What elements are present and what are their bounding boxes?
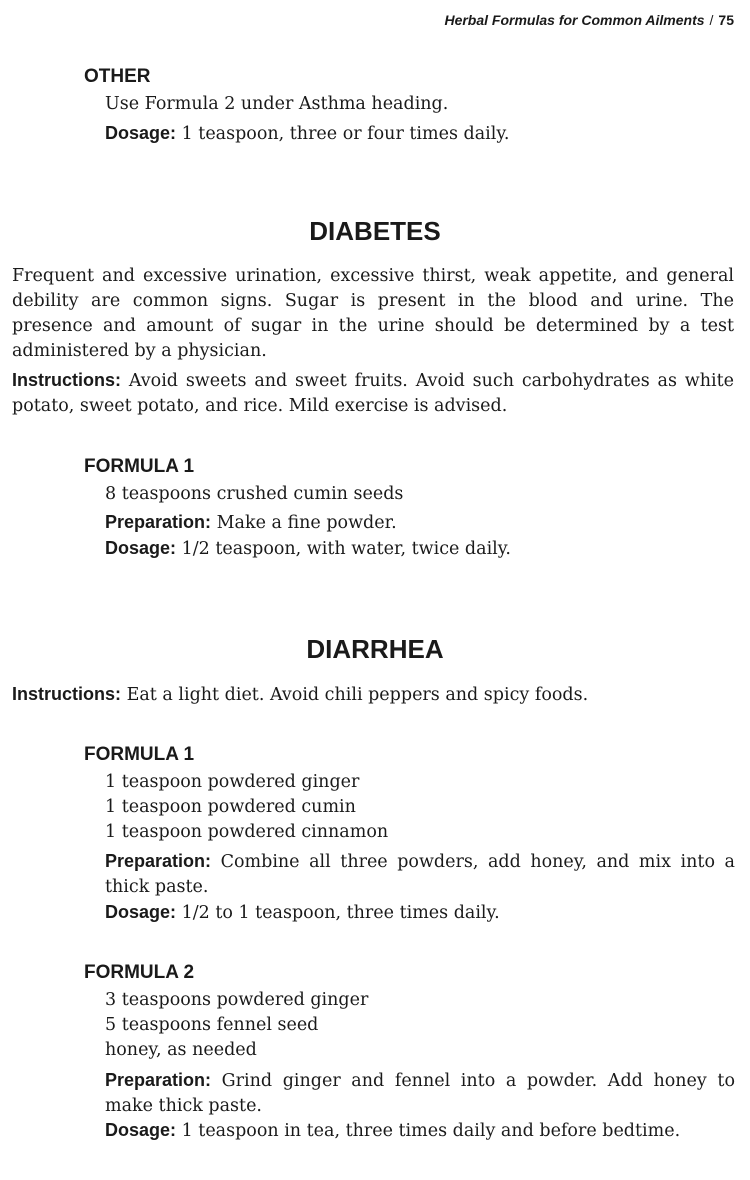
preparation-label: Preparation:: [105, 1070, 212, 1090]
running-head-title: Herbal Formulas for Common Ailments: [444, 12, 705, 28]
diabetes-title: DIABETES: [309, 216, 441, 246]
diarrhea-formula2-dosage: [105, 1120, 680, 1141]
instructions-text: Avoid sweets and sweet fruits. Avoid such carbohydrates as white potato, sweet potato, and rice. Mild exercise is advised.: [12, 371, 734, 416]
dosage-label: Dosage:: [105, 538, 177, 558]
preparation-text: Grind ginger and fennel into a powder. Add honey to make thick paste.: [105, 1071, 735, 1116]
dosage-text: 1/2 to 1 teaspoon, three times daily.: [181, 903, 500, 923]
running-head: [444, 12, 734, 28]
page-number: 75: [718, 12, 734, 28]
diabetes-formula1-heading: FORMULA 1: [84, 456, 195, 477]
preparation-label: Preparation:: [105, 512, 212, 532]
dosage-label: Dosage:: [105, 1120, 177, 1140]
diabetes-formula1-preparation: [105, 512, 397, 533]
diabetes-description: Frequent and excessive urination, excessive thirst, weak appetite, and general debility are common signs. Sugar is present in the blood and urine. The presence and amount of sugar in the urine should be determined by a test administered by a physician.: [12, 266, 734, 361]
diabetes-formula1-dosage: [105, 538, 511, 559]
dosage-text: 1 teaspoon, three or four times daily.: [181, 124, 510, 144]
diarrhea-title: DIARRHEA: [306, 634, 444, 664]
instructions-label: Instructions:: [12, 684, 122, 704]
dosage-label: Dosage:: [105, 902, 177, 922]
instructions-label: Instructions:: [12, 370, 122, 390]
diarrhea-formula1-dosage: [105, 902, 500, 923]
dosage-label: Dosage:: [105, 123, 177, 143]
diarrhea-instructions: [12, 684, 588, 705]
diarrhea-formula1-ingredient-1: 1 teaspoon powdered ginger: [105, 772, 360, 792]
instructions-text: Eat a light diet. Avoid chili peppers and spicy foods.: [126, 685, 589, 705]
diarrhea-formula1-preparation: [105, 849, 735, 900]
dosage-text: 1 teaspoon in tea, three times daily and before bedtime.: [181, 1121, 681, 1141]
diarrhea-formula2-ingredient-2: 5 teaspoons fennel seed: [105, 1015, 319, 1035]
dosage-text: 1/2 teaspoon, with water, twice daily.: [181, 539, 511, 559]
other-dosage: [105, 123, 509, 144]
diarrhea-formula2-ingredient-1: 3 teaspoons powdered ginger: [105, 990, 369, 1010]
preparation-text: Make a fine powder.: [216, 513, 397, 533]
diabetes-formula1-ingredient-1: 8 teaspoons crushed cumin seeds: [105, 484, 404, 504]
diarrhea-formula2-preparation: [105, 1068, 735, 1119]
diarrhea-formula1-ingredient-2: 1 teaspoon powdered cumin: [105, 797, 356, 817]
diarrhea-formula2-heading: FORMULA 2: [84, 962, 195, 983]
diabetes-instructions: [12, 368, 734, 419]
running-head-separator: /: [709, 12, 714, 28]
other-line-1: Use Formula 2 under Asthma heading.: [105, 94, 449, 114]
diarrhea-formula1-heading: FORMULA 1: [84, 744, 195, 765]
diarrhea-formula1-ingredient-3: 1 teaspoon powdered cinnamon: [105, 822, 389, 842]
preparation-label: Preparation:: [105, 851, 212, 871]
diarrhea-formula2-ingredient-3: honey, as needed: [105, 1040, 257, 1060]
preparation-text: Combine all three powders, add honey, and mix into a thick paste.: [105, 852, 735, 897]
other-heading: OTHER: [84, 66, 151, 87]
